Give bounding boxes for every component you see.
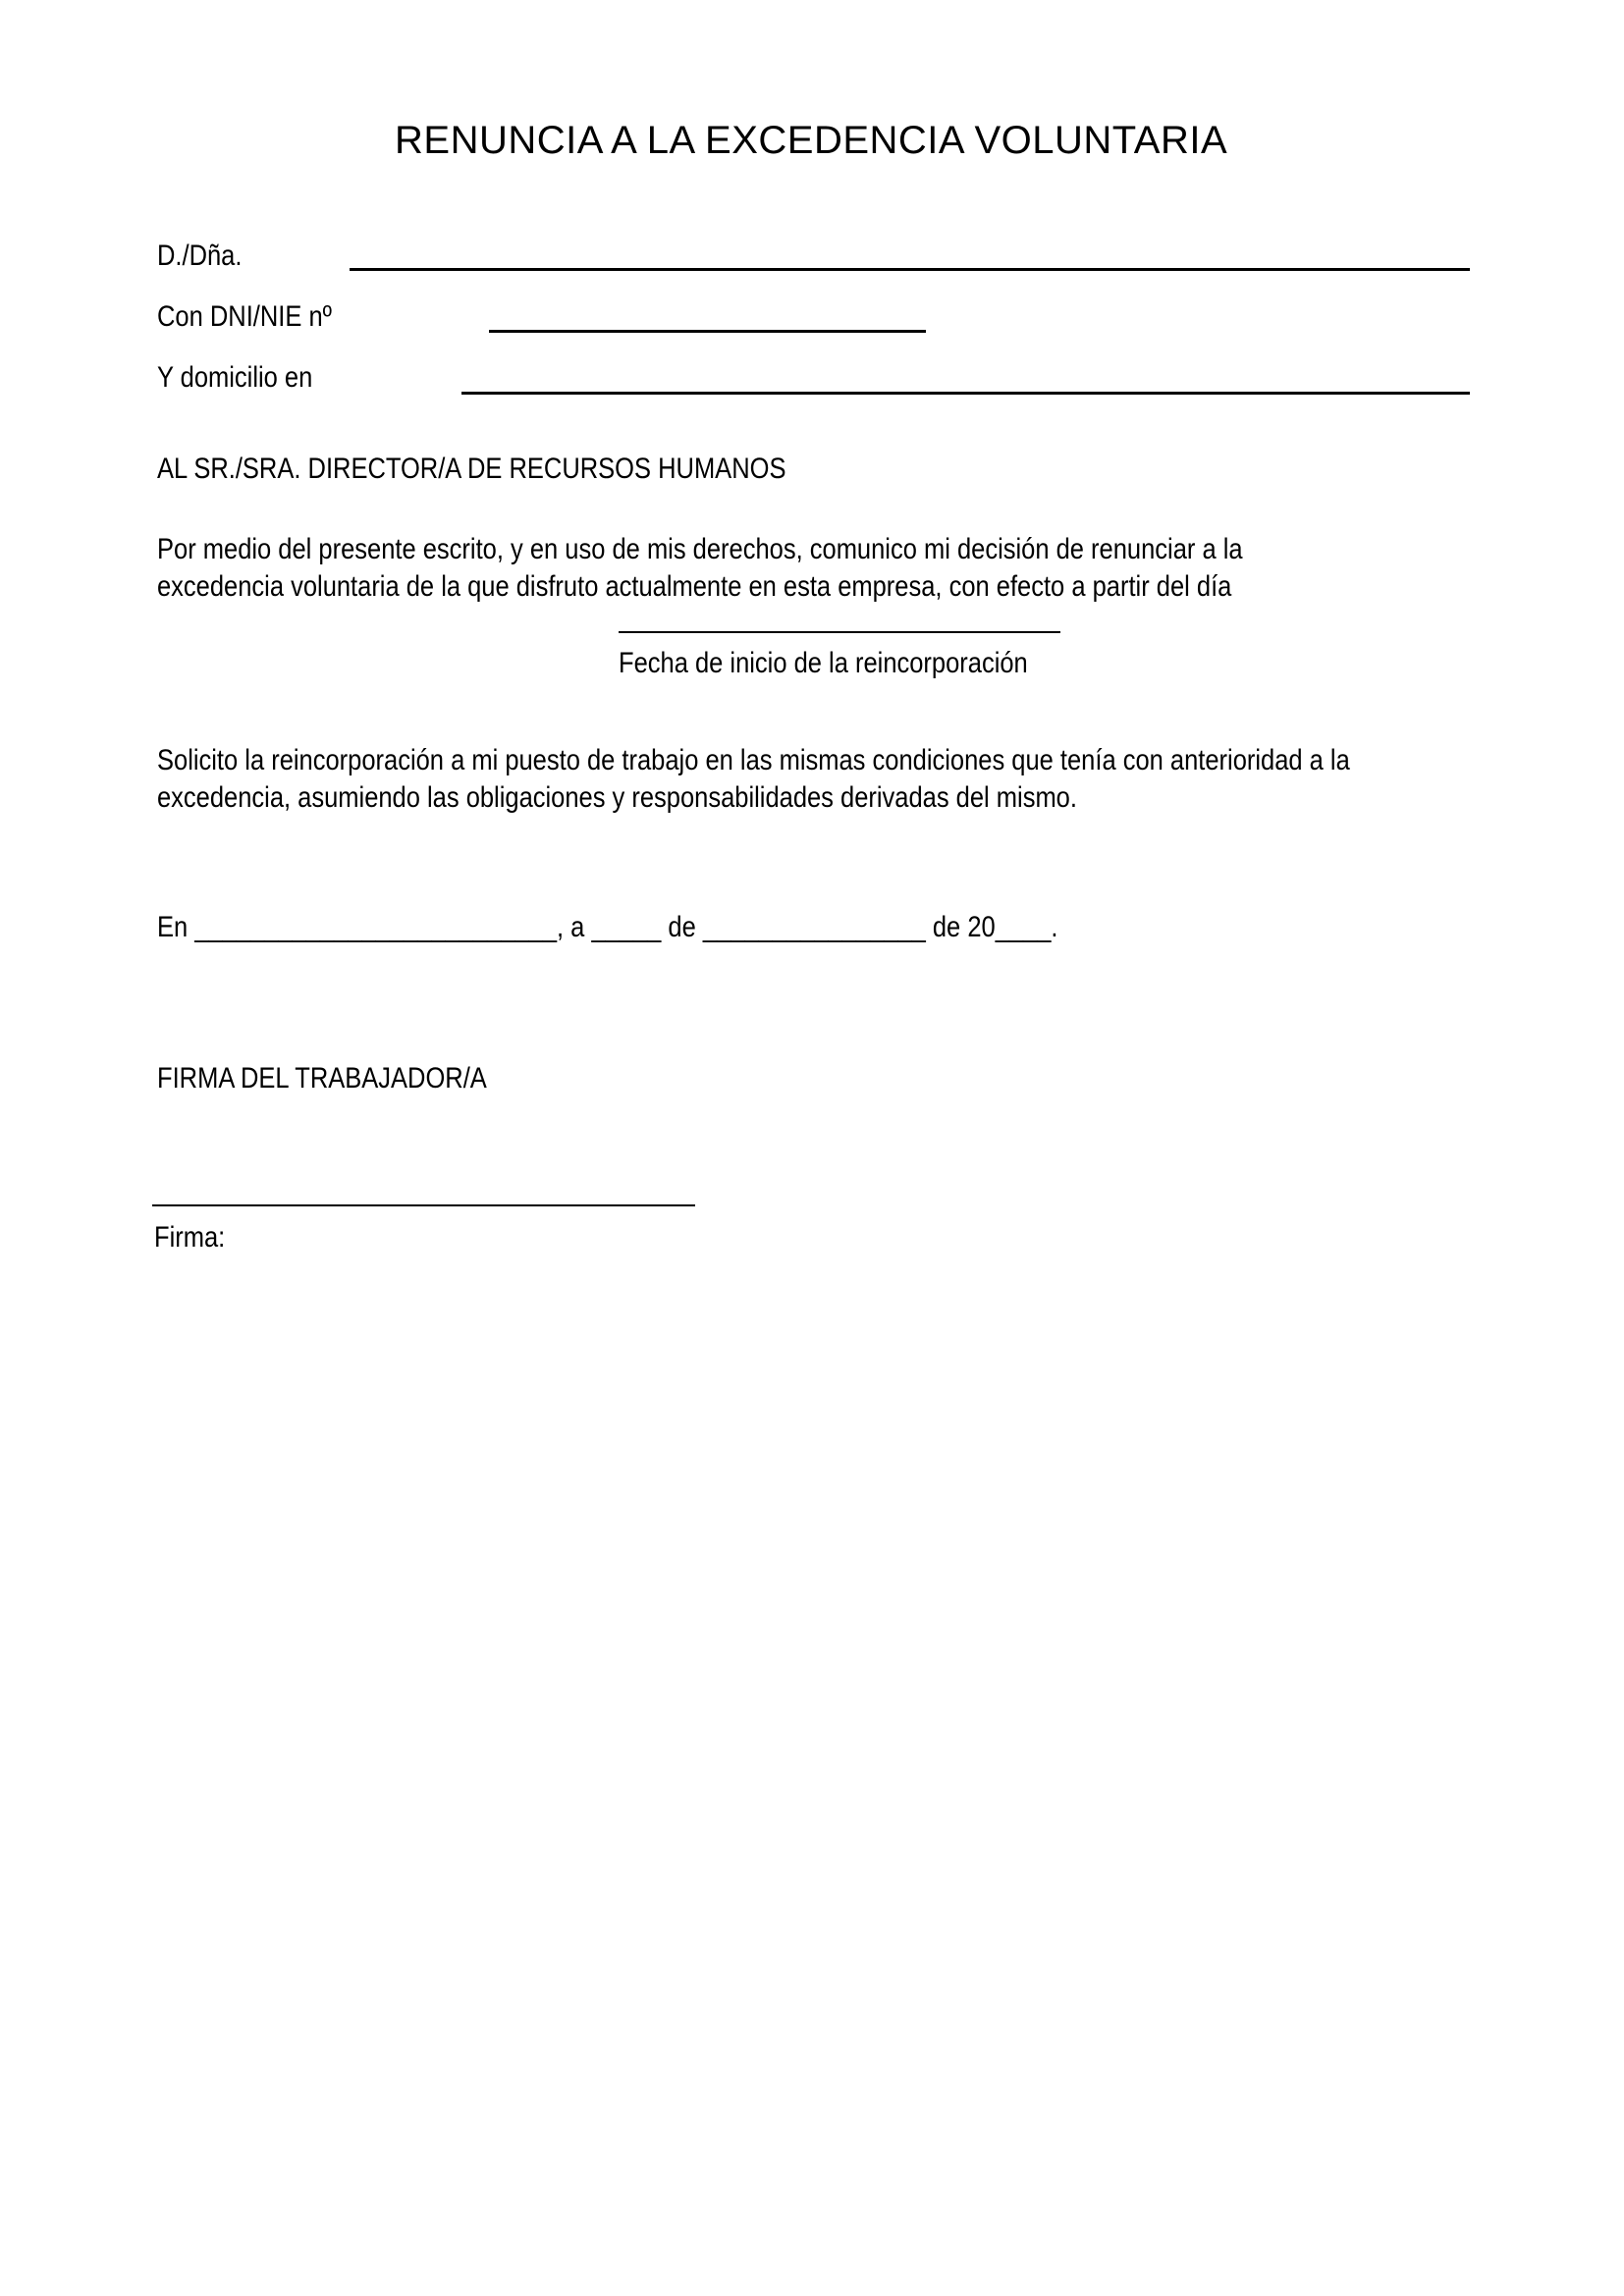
address-field-line bbox=[461, 392, 1470, 395]
paragraph1-line1: Por medio del presente escrito, y en uso de mis derechos, comunico mi decisión de renunciar a la bbox=[157, 533, 1243, 565]
place-date-line: En __________________________, a _____ de ________________ de 20____. bbox=[157, 911, 1058, 943]
signature-line bbox=[152, 1204, 695, 1206]
dni-field-label: Con DNI/NIE nº bbox=[157, 300, 332, 333]
document-title: RENUNCIA A LA EXCEDENCIA VOLUNTARIA bbox=[395, 119, 1228, 162]
address-field-label: Y domicilio en bbox=[157, 361, 313, 394]
dni-field-line bbox=[489, 330, 926, 333]
name-field-label: D./Dña. bbox=[157, 240, 243, 272]
signature-heading: FIRMA DEL TRABAJADOR/A bbox=[157, 1062, 487, 1095]
signature-label: Firma: bbox=[154, 1221, 226, 1254]
paragraph2-line1: Solicito la reincorporación a mi puesto de trabajo en las mismas condiciones que tenía con anterioridad a la bbox=[157, 744, 1350, 776]
paragraph2-line2: excedencia, asumiendo las obligaciones y responsabilidades derivadas del mismo. bbox=[157, 781, 1077, 814]
reincorporation-date-caption: Fecha de inicio de la reincorporación bbox=[619, 647, 1028, 679]
paragraph1-line2: excedencia voluntaria de la que disfruto actualmente en esta empresa, con efecto a partir del día bbox=[157, 570, 1232, 603]
addressee-heading: AL SR./SRA. DIRECTOR/A DE RECURSOS HUMANOS bbox=[157, 453, 786, 485]
reincorporation-date-line bbox=[619, 631, 1060, 633]
name-field-line bbox=[350, 268, 1470, 271]
